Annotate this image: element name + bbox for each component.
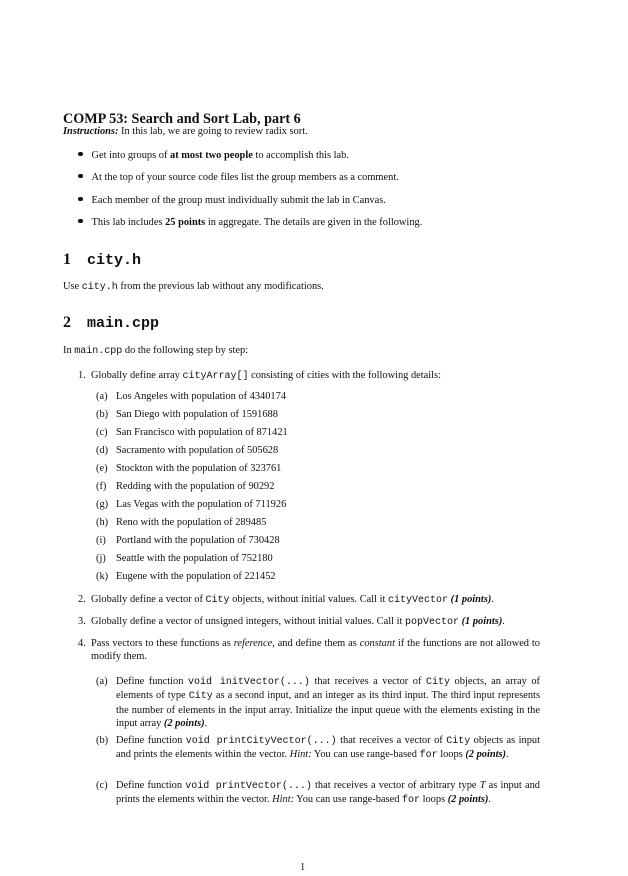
sub-emphasis: T [479,780,486,791]
item-text: Globally define a vector of [91,594,206,605]
bullet-item-points [78,217,422,228]
city-label: (g) [96,499,109,510]
item-label: 4. [78,638,86,649]
city-text: Redding with the population of 90292 [116,481,275,492]
item-emphasis: reference [233,638,273,649]
sub-text: Define function [116,735,186,746]
list-item-1 [78,369,540,383]
bullet-bold: 25 points [165,217,206,228]
city-item [96,481,274,492]
sub-code: for [401,795,420,807]
points-label: (2 points) [465,749,507,761]
points-label: (2 points) [163,718,205,730]
city-item [96,409,278,420]
item-text: . [491,594,494,605]
sub-text: . [204,718,208,730]
bullet-item-groups [78,150,349,161]
city-item [96,427,288,438]
points-label: (1 points) [461,616,503,627]
sub-text: . [488,794,492,806]
para-text: do the following step by step: [122,345,249,356]
city-text: Stockton with the population of 323761 [116,463,282,474]
sub-text: Define function [116,676,188,687]
bullet-text: Each member of the group must individually submit the lab in Canvas. [91,195,386,206]
city-label: (d) [96,445,109,456]
bullet-icon [78,152,83,157]
city-text: San Diego with population of 1591688 [116,409,278,420]
sub-text: . [506,749,509,761]
item-code: popVector [404,617,459,628]
item-text: . [502,616,505,627]
hint-label: Hint: [289,749,312,761]
sub-code: void initVector(...) [187,677,310,688]
para-text: Use [63,281,82,292]
section-heading-city-h [63,251,141,269]
sub-label: (b) [96,735,109,746]
sub-text: that receives a vector of arbitrary type [311,780,480,791]
city-label: (b) [96,409,109,420]
item-text: Pass vectors to these functions as [91,638,234,649]
section-heading-main-cpp [63,314,159,332]
city-text: San Francisco with population of 871421 [116,427,288,438]
item-text: consisting of cities with the following details: [248,370,441,381]
city-item [96,571,276,582]
city-item [96,499,286,510]
para-code: main.cpp [74,346,123,357]
hint-label: Hint: [272,794,295,806]
city-text: Las Vegas with the population of 711926 [116,499,287,510]
city-item [96,445,278,456]
city-text: Los Angeles with population of 4340174 [116,391,286,402]
city-item [96,517,266,528]
city-label: (h) [96,517,109,528]
bullet-text: At the top of your source code files list the group members as a comment. [91,172,399,183]
city-text: Eugene with the population of 221452 [116,571,276,582]
item-label: 1. [78,370,86,381]
sub-text: that receives a vector of [336,735,447,746]
item-emphasis: constant [359,638,395,649]
points-label: (2 points) [447,794,489,806]
sub-code: City [426,677,451,688]
sub-text: You can use range-based [311,749,420,761]
city-label: (j) [96,553,106,564]
item-label: 3. [78,616,86,627]
sub-label: (c) [96,780,108,791]
sub-code: void printVector(...) [185,781,312,792]
item-text: Globally define array [91,370,183,381]
city-text: Seattle with the population of 752180 [116,553,273,564]
instructions-text: In this lab, we are going to review radix sort. [118,126,308,137]
sub-text: objects as input and prints the elements within the vector. [116,735,540,761]
city-label: (f) [96,481,107,492]
page-number: 1 [300,862,306,873]
points-label: (1 points) [450,594,492,605]
list-item-2 [78,593,540,607]
bullet-item-submit [78,195,386,206]
city-label: (c) [96,427,108,438]
item-text: , and define them as [272,638,360,649]
sub-text: as input and prints the elements within the vector. [116,780,540,806]
bullet-text: to accomplish this lab. [252,150,349,161]
sub-text: You can use range-based [294,794,402,806]
sub-code: for [419,750,438,762]
item-text: Globally define a vector of unsigned integers, without initial values. Call it [91,616,405,627]
para-text: from the previous lab without any modifications. [117,281,324,292]
city-item [96,535,280,546]
section-number: 2 [63,314,71,331]
item-text: if the functions are not allowed to modify them. [91,638,540,663]
city-text: Sacramento with population of 505628 [116,445,279,456]
instructions-label: Instructions: [63,126,119,137]
city-item [96,391,286,402]
city-label: (k) [96,571,109,582]
sub-text: objects, an array of elements of type [116,676,540,702]
item-label: 2. [78,594,86,605]
city-label: (a) [96,391,108,402]
city-item [96,553,273,564]
city-text: Reno with the population of 289485 [116,517,267,528]
list-item-3 [78,615,540,629]
para-text: In [63,345,75,356]
sub-item-print-city-vector [96,734,540,775]
bullet-item-members [78,172,399,183]
bullet-bold: at most two people [170,150,253,161]
sub-label: (a) [96,676,108,687]
city-label: (i) [96,535,106,546]
item-text: objects, without initial values. Call it [229,594,388,605]
sub-code: void printCityVector(...) [185,736,337,747]
item-code: cityArray[] [182,371,249,382]
sub-code: City [188,691,213,703]
sub-code: City [446,736,471,747]
section1-paragraph [63,281,324,293]
instructions-line [63,126,308,137]
bullet-icon [78,174,83,179]
sub-text: that receives a vector of [309,676,426,687]
city-label: (e) [96,463,108,474]
sub-item-print-vector [96,779,540,820]
city-text: Portland with the population of 730428 [116,535,280,546]
page-title: COMP 53: Search and Sort Lab, part 6 [63,111,301,127]
bullet-text: Get into groups of [91,150,170,161]
item-code: cityVector [388,595,449,606]
section-title: city.h [87,252,142,269]
sub-text: loops [437,749,466,761]
sub-item-init-vector [96,675,540,729]
sub-text: Define function [116,780,186,791]
city-item [96,463,281,474]
section-number: 1 [63,251,71,268]
sub-text: as a second input, and an integer as its third input. The third input represents the number of elements in the input array. Initialize the input queue with the elements existing in the input array [116,690,540,730]
bullet-text: This lab includes [91,217,166,228]
item-code: City [205,595,230,606]
bullet-icon [78,197,83,202]
sub-text: loops [420,794,448,806]
bullet-text: in aggregate. The details are given in the following. [205,217,423,228]
section2-paragraph [63,345,248,357]
bullet-icon [78,219,83,224]
list-item-4 [78,637,540,665]
section-title: main.cpp [87,315,160,332]
para-code: city.h [81,282,118,293]
